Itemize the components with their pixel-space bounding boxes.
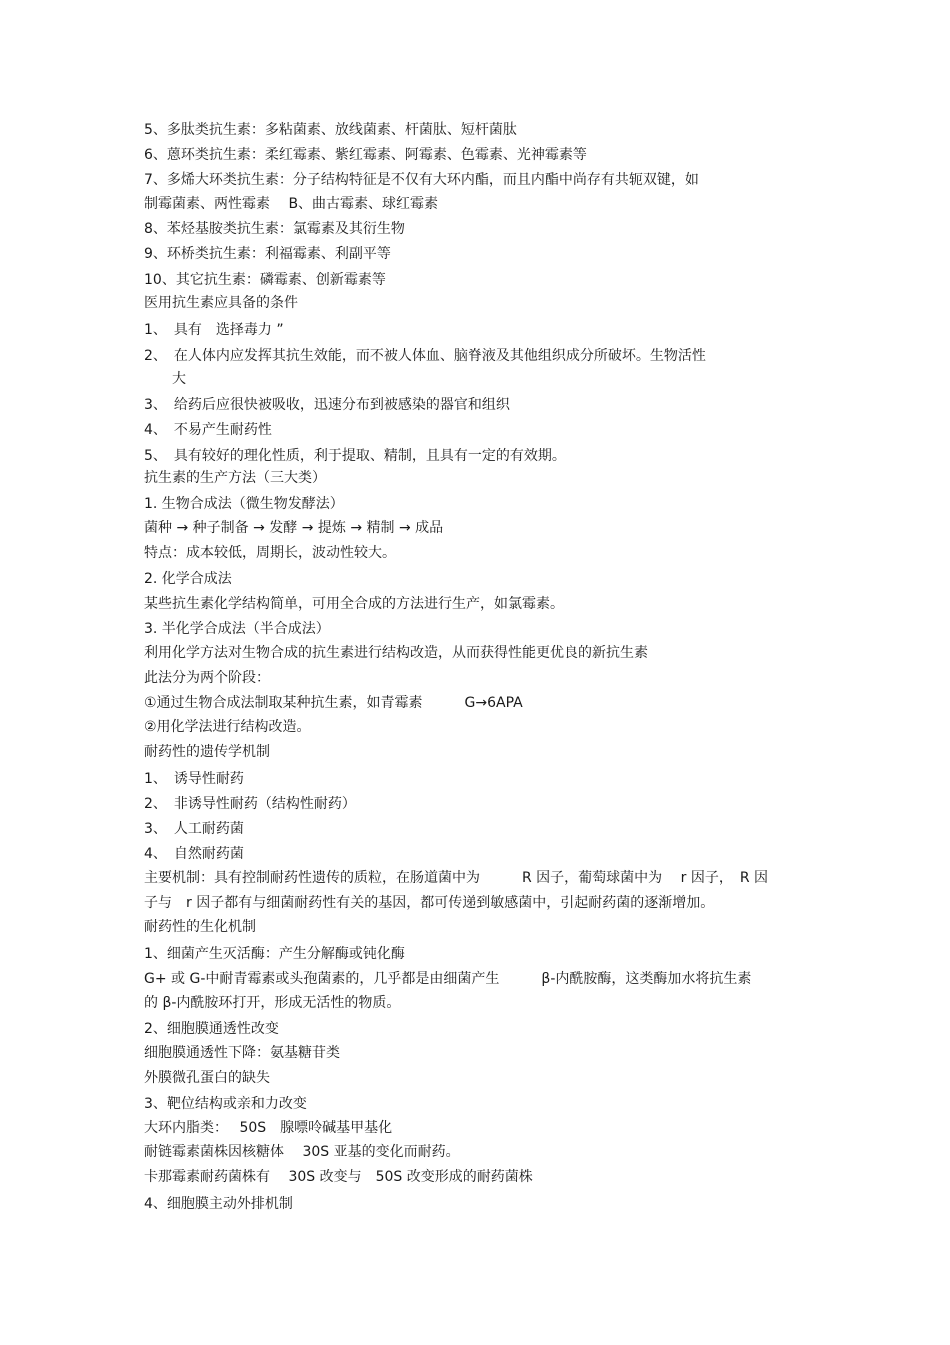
- list-item: 4、 不易产生耐药性: [144, 422, 272, 438]
- section-heading: 耐药性的遗传学机制: [144, 744, 270, 760]
- text-line: 8、苯烃基胺类抗生素：氯霉素及其衍生物: [144, 221, 405, 237]
- section-heading: 耐药性的生化机制: [144, 919, 256, 935]
- text-line: 制霉菌素、两性霉素 B、曲古霉素、球红霉素: [144, 196, 439, 212]
- subheading: 2. 化学合成法: [144, 571, 232, 587]
- text-line: 细胞膜通透性下降：氨基糖苷类: [144, 1045, 340, 1061]
- text-line: ②用化学法进行结构改造。: [144, 719, 311, 735]
- list-item: 3、 人工耐药菌: [144, 821, 244, 837]
- text-line: 1、细菌产生灭活酶：产生分解酶或钝化酶: [144, 946, 405, 962]
- text-line: 特点：成本较低，周期长，波动性较大。: [144, 545, 396, 561]
- text-line: 菌种 → 种子制备 → 发酵 → 提炼 → 精制 → 成品: [144, 520, 444, 536]
- text-line: ①通过生物合成法制取某种抗生素，如青霉素 G→6APA: [144, 695, 523, 711]
- list-item: 3、 给药后应很快被吸收，迅速分布到被感染的器官和组织: [144, 397, 510, 413]
- text-line: 10、其它抗生素：磷霉素、创新霉素等: [144, 272, 386, 288]
- text-line: 某些抗生素化学结构简单，可用全合成的方法进行生产，如氯霉素。: [144, 596, 564, 612]
- text-line: 大环内脂类： 50S 腺嘌呤碱基甲基化: [144, 1120, 393, 1136]
- text-line: 2、细胞膜通透性改变: [144, 1021, 279, 1037]
- text-line: 利用化学方法对生物合成的抗生素进行结构改造，从而获得性能更优良的新抗生素: [144, 645, 648, 661]
- section-heading: 医用抗生素应具备的条件: [144, 295, 298, 311]
- list-item: 2、 非诱导性耐药（结构性耐药）: [144, 796, 356, 812]
- text-line: 4、细胞膜主动外排机制: [144, 1196, 293, 1212]
- section-heading: 抗生素的生产方法（三大类）: [144, 470, 326, 486]
- text-line: 耐链霉素菌株因核糖体 30S 亚基的变化而耐药。: [144, 1144, 460, 1160]
- text-line: 此法分为两个阶段：: [144, 670, 270, 686]
- text-line: 9、环桥类抗生素：利福霉素、利副平等: [144, 246, 391, 262]
- list-item: 4、 自然耐药菌: [144, 846, 244, 862]
- text-line: 5、多肽类抗生素：多粘菌素、放线菌素、杆菌肽、短杆菌肽: [144, 122, 517, 138]
- text-line: 子与 r 因子都有与细菌耐药性有关的基因，都可传递到敏感菌中，引起耐药菌的逐渐增加。: [144, 895, 715, 911]
- text-line: 3、靶位结构或亲和力改变: [144, 1096, 307, 1112]
- text-line: 7、多烯大环类抗生素：分子结构特征是不仅有大环内酯，而且内酯中尚存有共轭双键，如: [144, 172, 699, 188]
- text-line: 外膜微孔蛋白的缺失: [144, 1070, 270, 1086]
- text-line: 的 β-内酰胺环打开，形成无活性的物质。: [144, 995, 401, 1011]
- list-item-continuation: 大: [172, 371, 186, 387]
- list-item: 2、 在人体内应发挥其抗生效能，而不被人体血、脑脊液及其他组织成分所破坏。生物活性: [144, 348, 706, 364]
- text-line: 卡那霉素耐药菌株有 30S 改变与 50S 改变形成的耐药菌株: [144, 1169, 533, 1185]
- subheading: 1. 生物合成法（微生物发酵法）: [144, 496, 344, 512]
- list-item: 1、 诱导性耐药: [144, 771, 244, 787]
- subheading: 3. 半化学合成法（半合成法）: [144, 621, 330, 637]
- list-item: 5、 具有较好的理化性质，利于提取、精制，且具有一定的有效期。: [144, 448, 566, 464]
- text-line: 主要机制：具有控制耐药性遗传的质粒，在肠道菌中为 R 因子，葡萄球菌中为 r 因子， R 因: [144, 870, 769, 886]
- list-item: 1、 具有 选择毒力 ”: [144, 322, 284, 338]
- text-line: 6、蒽环类抗生素：柔红霉素、紫红霉素、阿霉素、色霉素、光神霉素等: [144, 147, 587, 163]
- text-line: G+ 或 G-中耐青霉素或头孢菌素的，几乎都是由细菌产生 β-内酰胺酶，这类酶加水将抗生素: [144, 971, 752, 987]
